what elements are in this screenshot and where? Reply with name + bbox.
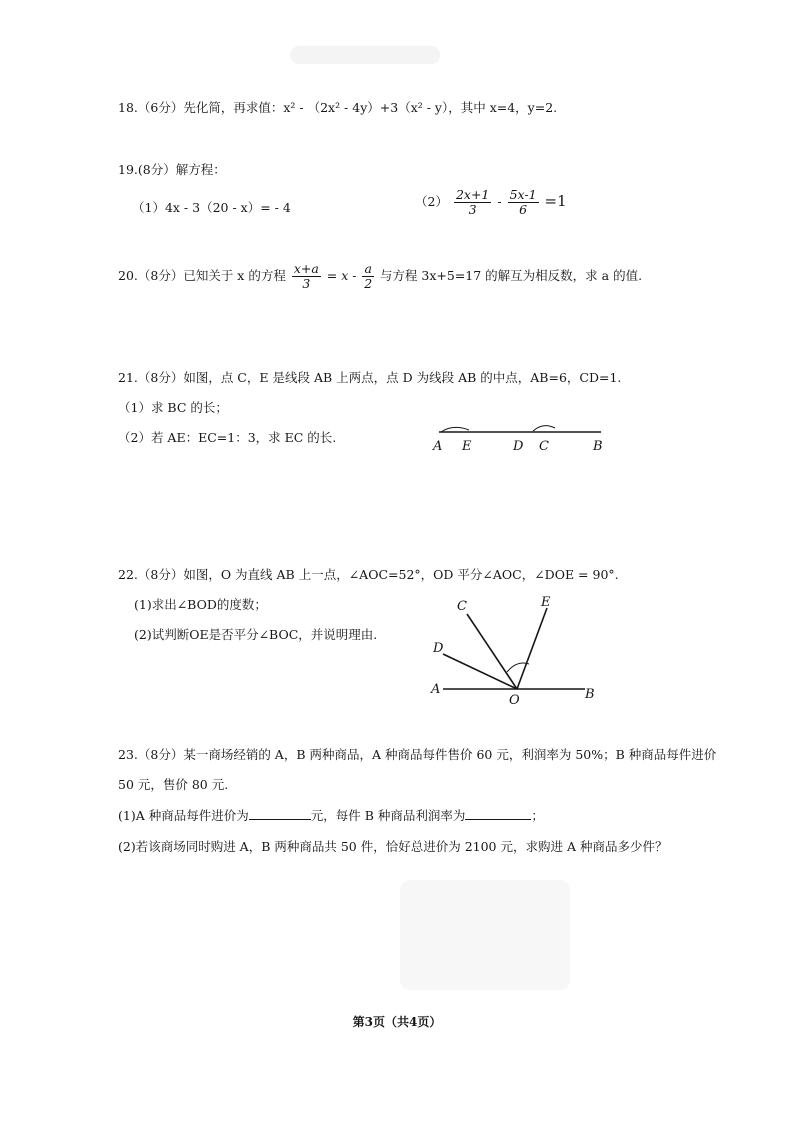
point-b-label: B: [585, 687, 595, 702]
q20-fraction-1: [292, 262, 321, 291]
point-o-label: O: [509, 693, 520, 708]
point-d-label: D: [433, 641, 444, 656]
question-21-part-2-text: （2）若 AE：EC=1：3，求 EC 的长.: [118, 430, 337, 445]
point-e-label: E: [541, 595, 551, 610]
q23-p1-text-b: 元，每件 B 种商品利润率为: [310, 808, 466, 823]
scan-smudge: [290, 46, 440, 64]
q20-frac2-numerator: a: [364, 261, 372, 276]
question-19-part-1: [132, 198, 291, 216]
question-21-stem: [118, 368, 621, 386]
question-21-part-1: [118, 398, 228, 416]
answer-blank-cost[interactable]: [249, 807, 311, 820]
answer-blank-profit-rate[interactable]: [465, 807, 531, 820]
point-a-label: A: [431, 682, 441, 697]
point-a-label: A: [433, 439, 443, 454]
q19-fraction-1: [454, 188, 491, 217]
q23-p1-text-c: ；: [531, 808, 544, 823]
question-21-stem-text: 21.（8分）如图，点 C，E 是线段 AB 上两点，点 D 为线段 AB 的中点，AB=6，CD=1.: [118, 370, 622, 385]
question-22-part-1: [134, 595, 267, 613]
q20-fraction-2: [362, 262, 373, 291]
q19-p2-prefix: （2）: [415, 194, 448, 209]
question-23-part-2-text: (2)若该商场同时购进 A，B 两种商品共 50 件，恰好总进价为 2100 元，求购进 A 种商品多少件？: [118, 839, 668, 854]
q19-rhs: =1: [544, 192, 567, 210]
question-22-part-1-text: (1)求出∠BOD的度数；: [134, 597, 267, 612]
question-18: [118, 98, 557, 116]
angle-diagram: [425, 590, 605, 710]
question-19-stem-text: 19.(8分）解方程：: [118, 162, 226, 177]
question-23-part-1: [118, 806, 544, 824]
q19-frac2-numerator: 5x-1: [509, 187, 537, 202]
question-22-part-2: [134, 625, 377, 643]
segment-diagram: [425, 418, 615, 458]
question-23-stem-1-text: 23.（8分）某一商场经销的 A，B 两种商品，A 种商品每件售价 60 元，利润率为 50%；B 种商品每件进价: [118, 747, 717, 762]
q20-suffix: 与方程 3x+5=17 的解互为相反数，求 a 的值.: [379, 268, 643, 283]
q19-frac2-denominator: 6: [519, 202, 528, 217]
page-footer: 第3页（共4页）: [352, 1015, 442, 1029]
q19-minus: -: [497, 194, 502, 209]
q23-p1-text-a: (1)A 种商品每件进价为: [118, 808, 249, 823]
q20-frac1-numerator: x+a: [293, 261, 319, 276]
q19-frac1-denominator: 3: [468, 202, 477, 217]
question-22-stem: [118, 565, 619, 583]
ray-oe: [517, 608, 547, 689]
question-21-part-1-text: （1）求 BC 的长；: [118, 400, 228, 415]
question-19-part-1-text: （1）4x - 3（20 - x）= - 4: [132, 200, 291, 215]
question-23-stem-line-1: [118, 745, 716, 763]
question-23-stem-2-text: 50 元，售价 80 元.: [118, 777, 229, 792]
question-20: [118, 262, 642, 291]
arc-dc-mark: [533, 426, 555, 431]
point-b-label: B: [593, 439, 603, 454]
q20-frac2-denominator: 2: [364, 276, 373, 291]
q20-frac1-denominator: 3: [302, 276, 311, 291]
question-21-part-2: [118, 428, 336, 446]
question-23-part-2: [118, 837, 667, 855]
q19-frac1-numerator: 2x+1: [455, 187, 490, 202]
q20-prefix: 20.（8分）已知关于 x 的方程: [118, 268, 286, 283]
q19-fraction-2: [508, 188, 539, 217]
question-19-part-2: [415, 188, 567, 217]
scan-smudge: [400, 880, 570, 990]
question-19-stem: [118, 160, 226, 178]
point-c-label: C: [539, 439, 549, 454]
point-e-label: E: [462, 439, 472, 454]
q20-mid: = x -: [326, 268, 357, 283]
question-22-part-2-text: (2)试判断OE是否平分∠BOC，并说明理由.: [134, 627, 378, 642]
point-d-label: D: [513, 439, 524, 454]
question-23-stem-line-2: [118, 775, 228, 793]
question-18-text: 18.（6分）先化简，再求值：x² - （2x² - 4y）+3（x² - y），其中 x=4，y=2.: [118, 100, 558, 115]
question-22-stem-text: 22.（8分）如图，O 为直线 AB 上一点，∠AOC=52°，OD 平分∠AOC，∠DOE = 90°.: [118, 567, 619, 582]
point-c-label: C: [457, 599, 467, 614]
